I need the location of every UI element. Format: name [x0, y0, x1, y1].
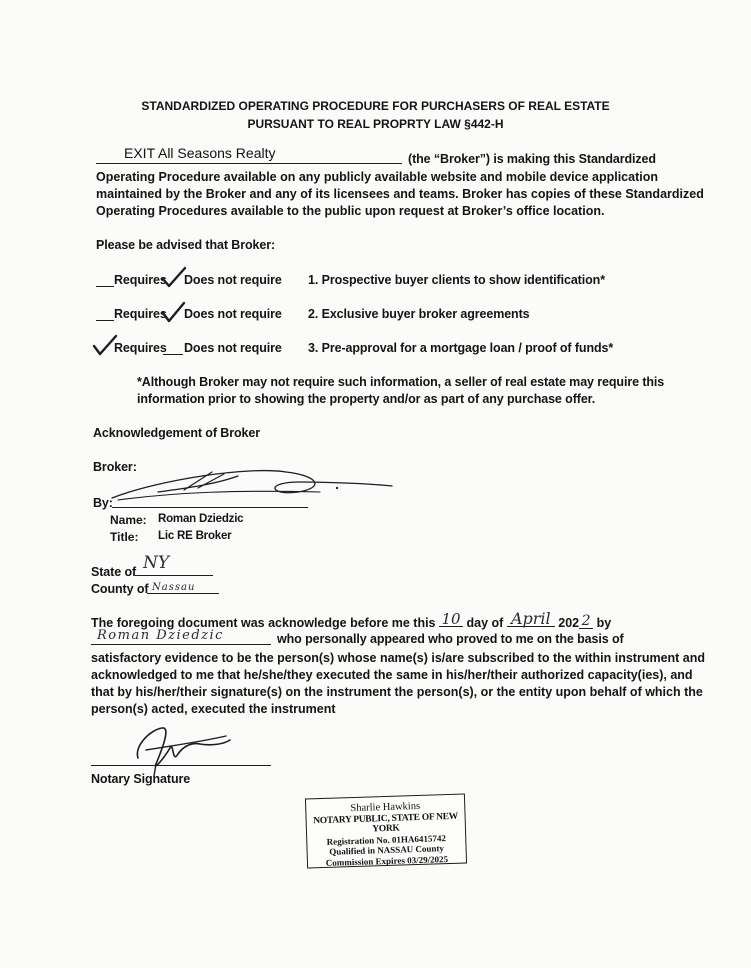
- stamp-line2: Registration No. 01HA6415742: [326, 832, 447, 847]
- notary-text-a: The foregoing document was acknowledge before me this: [91, 616, 436, 630]
- county-underline: [147, 593, 219, 594]
- notary-text-c: 202: [558, 616, 580, 630]
- notary-text-d: by: [596, 616, 612, 630]
- broker-name-underline: [96, 163, 402, 164]
- name-value: Roman Dziedzic: [158, 513, 244, 525]
- title-label: Title:: [110, 530, 139, 544]
- acknowledgement-heading: Acknowledgement of Broker: [93, 426, 260, 440]
- signature-dot: [336, 487, 338, 489]
- title-value: Lic RE Broker: [158, 530, 232, 542]
- does-not-require-option-3[interactable]: Does not require: [184, 341, 282, 355]
- notary-signature-label: Notary Signature: [91, 772, 191, 786]
- notary-line4: acknowledged to me that he/she/they executed the same in his/her/their authorized capacity(ies), and: [91, 668, 693, 682]
- requires-option-1[interactable]: Requires: [114, 273, 167, 287]
- broker-signature: [88, 462, 348, 512]
- county-label: County of: [91, 582, 149, 596]
- broker-label: Broker:: [93, 460, 137, 474]
- requires-option-2[interactable]: Requires: [114, 307, 167, 321]
- stamp-line4: Commission Expires 03/29/2025: [325, 854, 449, 868]
- notary-line2: who personally appeared who proved to me on the basis of: [277, 632, 624, 646]
- stamp-line1: NOTARY PUBLIC, STATE OF NEW YORK: [313, 811, 459, 835]
- intro-line4: Operating Procedures available to the public upon request at Broker’s office location.: [96, 204, 605, 218]
- state-label: State of: [91, 565, 137, 579]
- person-name-value: Roman Dziedzic: [97, 628, 224, 643]
- intro-line3: maintained by the Broker and any of its licensees and teams. Broker has copies of these Standardized: [96, 187, 704, 201]
- notary-stamp: [305, 794, 467, 869]
- year-digit-value: 2: [579, 615, 593, 629]
- month-value: April: [507, 612, 555, 627]
- document-title-line1: STANDARDIZED OPERATING PROCEDURE FOR PURCHASERS OF REAL ESTATE: [141, 99, 610, 113]
- does-not-require-option-1[interactable]: Does not require: [184, 273, 282, 287]
- notary-line3: satisfactory evidence to be the person(s) whose name(s) is/are subscribed to the within instrument and: [91, 651, 706, 665]
- notary-signature-line: [91, 765, 271, 766]
- stamp-line3: Qualified in NASSAU County: [329, 843, 445, 858]
- document-title-line2: PURSUANT TO REAL PROPRTY LAW §442-H: [247, 117, 504, 131]
- footnote-line2: information prior to showing the property and/or as part of any purchase offer.: [137, 392, 596, 406]
- notary-line5: that by his/her/their signature(s) on the instrument the person(s), or the entity upon behalf of which the: [91, 685, 703, 699]
- notary-line6: person(s) acted, executed the instrument: [91, 702, 336, 716]
- stamp-name: Sharlie Hawkins: [350, 800, 421, 815]
- requires-blank-1: [96, 286, 114, 287]
- person-underline: [91, 644, 271, 645]
- requirement-item-3: 3. Pre-approval for a mortgage loan / proof of funds*: [308, 341, 614, 355]
- day-value: 10: [439, 612, 463, 627]
- by-label: By:: [93, 496, 113, 510]
- requires-option-3[interactable]: Requires: [114, 341, 167, 355]
- state-underline: [135, 575, 213, 576]
- by-signature-line: [112, 507, 308, 508]
- notary-text-b: day of: [466, 616, 504, 630]
- does-not-require-option-2[interactable]: Does not require: [184, 307, 282, 321]
- notary-signature: [120, 720, 240, 780]
- state-value: NY: [143, 553, 170, 573]
- requires-blank-2: [96, 320, 114, 321]
- does-not-blank-3: [163, 354, 183, 355]
- requirement-item-2: 2. Exclusive buyer broker agreements: [308, 307, 530, 321]
- county-value: Nassau: [152, 582, 196, 593]
- intro-line2: Operating Procedure available on any publicly available website and mobile device application: [96, 170, 658, 184]
- requirement-item-1: 1. Prospective buyer clients to show identification*: [308, 273, 605, 287]
- intro-line1: (the “Broker”) is making this Standardized: [408, 152, 656, 166]
- footnote-line1: *Although Broker may not require such information, a seller of real estate may require this: [137, 375, 665, 389]
- advised-label: Please be advised that Broker:: [96, 238, 276, 252]
- name-label: Name:: [110, 513, 147, 527]
- broker-name-field: EXIT All Seasons Realty: [124, 145, 276, 161]
